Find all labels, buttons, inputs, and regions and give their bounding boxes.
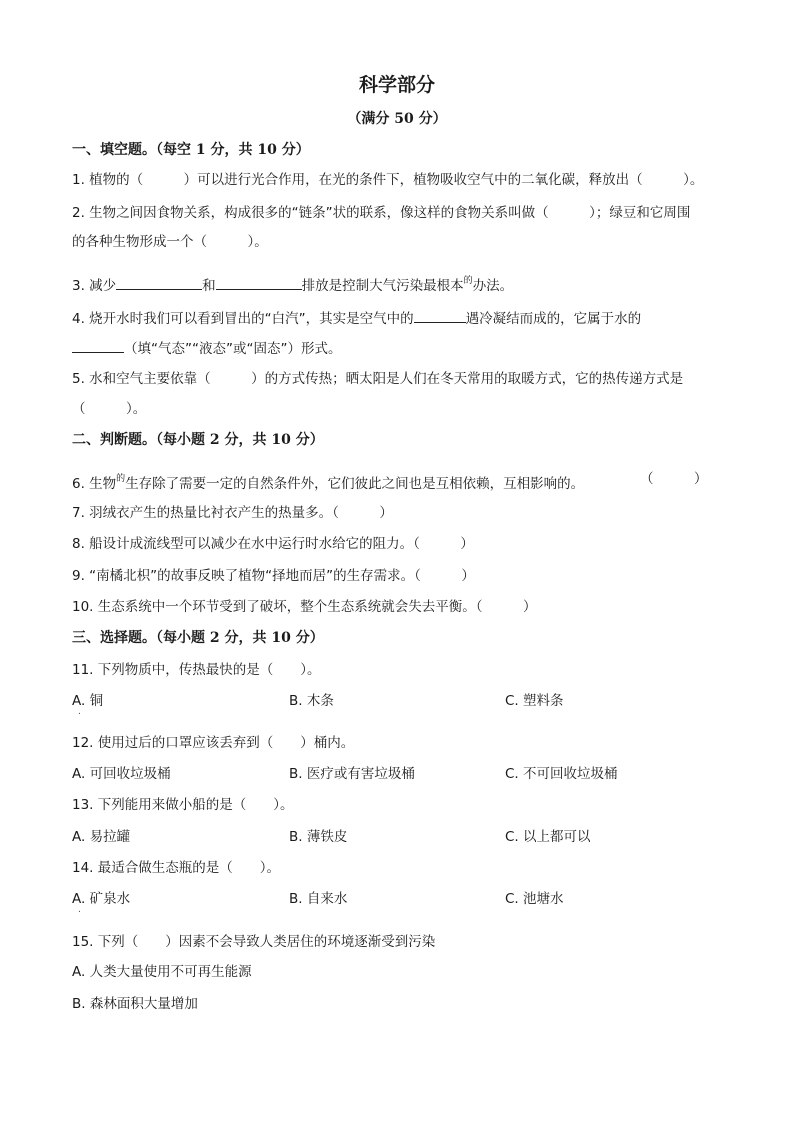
question-4-text-start: 4. 烧开水时我们可以看到冒出的“白汽”，其实是空气中的 bbox=[72, 311, 414, 327]
page-subtitle: （满分 50 分） bbox=[347, 111, 447, 127]
question-6 bbox=[72, 470, 584, 493]
question-5-line-1: 5. 水和空气主要依靠（ ）的方式传热；晒太阳是人们在冬天常用的取暖方式，它的热传递方式是 bbox=[72, 371, 684, 387]
question-4-line-1 bbox=[72, 308, 641, 328]
question-6-answer-paren: （ ） bbox=[640, 471, 708, 487]
question-11-option-a: A. 铜 bbox=[72, 693, 104, 709]
section-2-heading: 二、判断题。（每小题 2 分，共 10 分） bbox=[72, 432, 324, 448]
question-4-line-2 bbox=[72, 338, 341, 358]
question-3-text-mid: 和 bbox=[202, 278, 216, 294]
question-10: 10. 生态系统中一个环节受到了破坏，整个生态系统就会失去平衡。（ ） bbox=[72, 599, 537, 615]
question-3-text-tail: 办法。 bbox=[472, 278, 514, 294]
question-8: 8. 船设计成流线型可以减少在水中运行时水给它的阻力。（ ） bbox=[72, 536, 474, 552]
stray-dot: . bbox=[78, 707, 81, 717]
question-1: 1. 植物的（ ）可以进行光合作用，在光的条件下，植物吸收空气中的二氧化碳，释放出（ ）。 bbox=[72, 172, 704, 188]
question-4-text-end: 遇冷凝结而成的，它属于水的 bbox=[465, 311, 642, 327]
question-12-stem: 12. 使用过后的口罩应该丢弃到（ ）桶内。 bbox=[72, 735, 355, 751]
question-15-stem: 15. 下列（ ）因素不会导致人类居住的环境逐渐受到污染 bbox=[72, 934, 436, 950]
question-9: 9. “南橘北枳”的故事反映了植物“择地而居”的生存需求。（ ） bbox=[72, 568, 475, 584]
question-14-option-c: C. 池塘水 bbox=[505, 891, 564, 907]
question-2-line-2: 的各种生物形成一个（ ）。 bbox=[72, 234, 268, 250]
question-11-option-b: B. 木条 bbox=[289, 693, 334, 709]
question-14-option-b: B. 自来水 bbox=[289, 891, 348, 907]
stray-mark: 的 bbox=[463, 276, 473, 286]
answer-blank bbox=[72, 338, 124, 353]
question-2-line-1: 2. 生物之间因食物关系，构成很多的“链条”状的联系，像这样的食物关系叫做（ ）；绿豆和它周围 bbox=[72, 205, 691, 221]
question-13-option-c: C. 以上都可以 bbox=[505, 829, 591, 845]
section-1-heading: 一、填空题。（每空 1 分，共 10 分） bbox=[72, 142, 310, 158]
question-4-text-tail: （填“气态”“液态”或“固态”）形式。 bbox=[124, 341, 342, 357]
question-11-stem: 11. 下列物质中，传热最快的是（ ）。 bbox=[72, 662, 321, 678]
question-12-option-b: B. 医疗或有害垃圾桶 bbox=[289, 766, 415, 782]
section-3-heading: 三、选择题。（每小题 2 分，共 10 分） bbox=[72, 630, 324, 646]
question-13-option-a: A. 易拉罐 bbox=[72, 829, 131, 845]
question-5-line-2: （ ）。 bbox=[72, 401, 147, 417]
question-13-option-b: B. 薄铁皮 bbox=[289, 829, 348, 845]
question-12-option-c: C. 不可回收垃圾桶 bbox=[505, 766, 618, 782]
question-15-option-a: A. 人类大量使用不可再生能源 bbox=[72, 964, 252, 980]
answer-blank bbox=[414, 308, 466, 323]
question-3 bbox=[72, 272, 513, 295]
question-14-stem: 14. 最适合做生态瓶的是（ ）。 bbox=[72, 860, 281, 876]
question-15-option-b: B. 森林面积大量增加 bbox=[72, 996, 198, 1012]
question-11-option-c: C. 塑料条 bbox=[505, 693, 564, 709]
answer-blank bbox=[216, 275, 302, 290]
question-6-text: 生存除了需要一定的自然条件外，它们彼此之间也是互相依赖，互相影响的。 bbox=[125, 476, 585, 492]
page-title: 科学部分 bbox=[358, 74, 435, 96]
answer-blank bbox=[116, 275, 202, 290]
stray-dot: . bbox=[78, 905, 81, 915]
question-3-text-start: 3. 减少 bbox=[72, 278, 117, 294]
question-3-text-end: 排放是控制大气污染最根本 bbox=[301, 278, 464, 294]
question-14-option-a: A. 矿泉水 bbox=[72, 891, 131, 907]
question-6-text-start: 6. 生物 bbox=[72, 476, 117, 492]
question-13-stem: 13. 下列能用来做小船的是（ ）。 bbox=[72, 797, 294, 813]
question-7: 7. 羽绒衣产生的热量比衬衣产生的热量多。（ ） bbox=[72, 505, 393, 521]
question-12-option-a: A. 可回收垃圾桶 bbox=[72, 766, 171, 782]
stray-mark: 的 bbox=[116, 474, 126, 484]
